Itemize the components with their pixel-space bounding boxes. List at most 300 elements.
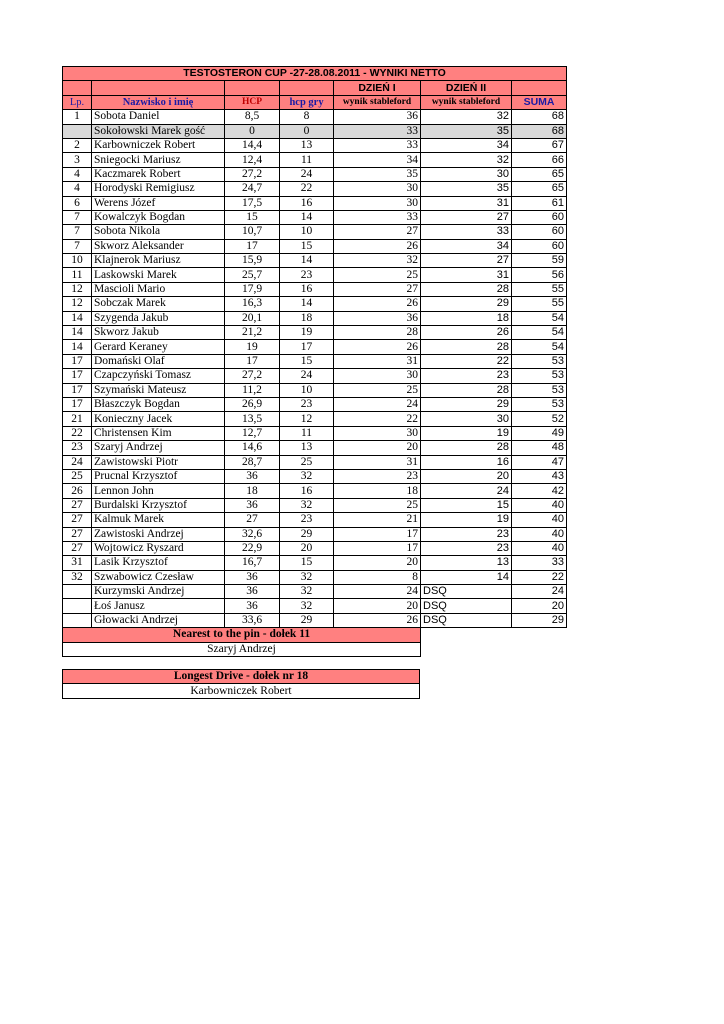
cell-hcp: 36 <box>225 585 280 599</box>
results-table <box>62 66 567 657</box>
cell-hcp: 13,5 <box>225 412 280 426</box>
table-row <box>63 397 567 411</box>
cell-hcp: 27,2 <box>225 369 280 383</box>
col-hcp-header: HCP <box>225 95 280 109</box>
cell-suma: 67 <box>512 138 567 152</box>
cell-hcp-gry: 16 <box>280 282 334 296</box>
cell-lp <box>63 585 92 599</box>
cell-suma: 54 <box>512 311 567 325</box>
cell-hcp-gry: 23 <box>280 513 334 527</box>
cell-hcp: 27,2 <box>225 167 280 181</box>
cell-hcp: 36 <box>225 599 280 613</box>
longest-drive-table <box>62 669 420 699</box>
cell-name: Sobota Nikola <box>92 225 225 239</box>
cell-day2-score: 30 <box>421 412 512 426</box>
cell-day2-score: 27 <box>421 210 512 224</box>
cell-day2-score: 28 <box>421 383 512 397</box>
cell-day1-score: 21 <box>334 513 421 527</box>
cell-name: Zawistowski Piotr <box>92 455 225 469</box>
cell-hcp: 10,7 <box>225 225 280 239</box>
cell-suma: 43 <box>512 469 567 483</box>
cell-hcp: 36 <box>225 498 280 512</box>
cell-hcp: 11,2 <box>225 383 280 397</box>
table-row <box>63 354 567 368</box>
table-row <box>63 268 567 282</box>
table-row <box>63 383 567 397</box>
cell-hcp-gry: 12 <box>280 412 334 426</box>
cell-day1-score: 17 <box>334 527 421 541</box>
cell-suma: 60 <box>512 225 567 239</box>
table-row <box>63 282 567 296</box>
cell-lp: 7 <box>63 239 92 253</box>
cell-name: Skworz Aleksander <box>92 239 225 253</box>
table-row <box>63 153 567 167</box>
cell-hcp-gry: 25 <box>280 455 334 469</box>
cell-suma: 52 <box>512 412 567 426</box>
cell-hcp-gry: 19 <box>280 326 334 340</box>
cell-hcp-gry: 32 <box>280 469 334 483</box>
nearest-pin-winner-row <box>63 642 567 656</box>
cell-lp: 7 <box>63 210 92 224</box>
table-row <box>63 441 567 455</box>
cell-name: Lennon John <box>92 484 225 498</box>
title-row <box>63 67 567 81</box>
cell-hcp-gry: 15 <box>280 239 334 253</box>
cell-suma: 42 <box>512 484 567 498</box>
cell-suma: 49 <box>512 426 567 440</box>
cell-suma: 53 <box>512 369 567 383</box>
day2-header: DZIEŃ II <box>421 81 512 95</box>
cell-day1-score: 31 <box>334 455 421 469</box>
cell-hcp-gry: 23 <box>280 268 334 282</box>
cell-name: Szymański Mateusz <box>92 383 225 397</box>
cell-lp <box>63 613 92 627</box>
cell-hcp-gry: 14 <box>280 254 334 268</box>
cell-lp: 27 <box>63 498 92 512</box>
cell-day1-score: 26 <box>334 613 421 627</box>
cell-day2-score: 34 <box>421 239 512 253</box>
cell-hcp: 0 <box>225 124 280 138</box>
cell-day2-score: DSQ <box>421 599 512 613</box>
table-row <box>63 138 567 152</box>
cell-day1-score: 24 <box>334 585 421 599</box>
cell-name: Domański Olaf <box>92 354 225 368</box>
table-row <box>63 541 567 555</box>
cell-hcp: 16,3 <box>225 297 280 311</box>
day1-header: DZIEŃ I <box>334 81 421 95</box>
cell-hcp: 22,9 <box>225 541 280 555</box>
cell-day2-score: 31 <box>421 268 512 282</box>
cell-day2-score: 27 <box>421 254 512 268</box>
cell-name: Burdalski Krzysztof <box>92 498 225 512</box>
cell-hcp-gry: 14 <box>280 297 334 311</box>
cell-day2-score: 28 <box>421 441 512 455</box>
cell-day1-score: 34 <box>334 153 421 167</box>
cell-suma: 53 <box>512 354 567 368</box>
cell-name: Kowalczyk Bogdan <box>92 210 225 224</box>
day-header-row <box>63 81 567 95</box>
cell-day1-score: 32 <box>334 254 421 268</box>
cell-name: Kaczmarek Robert <box>92 167 225 181</box>
cell-hcp: 27 <box>225 513 280 527</box>
cell-day2-score: 32 <box>421 110 512 124</box>
table-row <box>63 340 567 354</box>
col-suma-header: SUMA <box>512 95 567 109</box>
col-hcp-gry-header: hcp gry <box>280 95 334 109</box>
cell-day1-score: 18 <box>334 484 421 498</box>
cell-lp: 27 <box>63 541 92 555</box>
cell-lp: 4 <box>63 182 92 196</box>
cell-day1-score: 33 <box>334 210 421 224</box>
longest-drive-label: Longest Drive - dołek nr 18 <box>63 670 420 684</box>
col-stableford2-header: wynik stableford <box>421 95 512 109</box>
cell-suma: 55 <box>512 282 567 296</box>
cell-hcp-gry: 13 <box>280 441 334 455</box>
cell-lp <box>63 124 92 138</box>
cell-hcp: 24,7 <box>225 182 280 196</box>
table-row <box>63 556 567 570</box>
table-row <box>63 412 567 426</box>
cell-lp: 17 <box>63 369 92 383</box>
cell-hcp: 26,9 <box>225 397 280 411</box>
cell-suma: 33 <box>512 556 567 570</box>
cell-day1-score: 25 <box>334 383 421 397</box>
col-lp-header: Lp. <box>63 95 92 109</box>
cell-name: Wojtowicz Ryszard <box>92 541 225 555</box>
cell-suma: 40 <box>512 498 567 512</box>
cell-day2-score: 13 <box>421 556 512 570</box>
cell-hcp-gry: 29 <box>280 613 334 627</box>
cell-hcp-gry: 32 <box>280 498 334 512</box>
cell-hcp: 16,7 <box>225 556 280 570</box>
cell-day1-score: 20 <box>334 599 421 613</box>
cell-hcp-gry: 16 <box>280 196 334 210</box>
cell-name: Mascioli Mario <box>92 282 225 296</box>
cell-lp: 27 <box>63 513 92 527</box>
cell-suma: 53 <box>512 383 567 397</box>
cell-hcp: 36 <box>225 570 280 584</box>
cell-hcp: 12,7 <box>225 426 280 440</box>
cell-lp: 14 <box>63 311 92 325</box>
table-row <box>63 110 567 124</box>
cell-suma: 47 <box>512 455 567 469</box>
cell-day1-score: 26 <box>334 297 421 311</box>
cell-hcp-gry: 15 <box>280 354 334 368</box>
cell-suma: 40 <box>512 513 567 527</box>
cell-suma: 40 <box>512 527 567 541</box>
cell-name: Szaryj Andrzej <box>92 441 225 455</box>
cell-hcp: 17,9 <box>225 282 280 296</box>
cell-lp: 3 <box>63 153 92 167</box>
nearest-pin-label-row <box>63 628 567 642</box>
cell-lp: 17 <box>63 354 92 368</box>
cell-hcp-gry: 22 <box>280 182 334 196</box>
cell-day2-score: 14 <box>421 570 512 584</box>
cell-name: Sokołowski Marek gość <box>92 124 225 138</box>
table-row <box>63 225 567 239</box>
cell-lp: 22 <box>63 426 92 440</box>
cell-lp: 12 <box>63 282 92 296</box>
table-row <box>63 527 567 541</box>
cell-suma: 59 <box>512 254 567 268</box>
table-row <box>63 124 567 138</box>
cell-day1-score: 31 <box>334 354 421 368</box>
cell-day1-score: 26 <box>334 239 421 253</box>
cell-day2-score: 23 <box>421 527 512 541</box>
cell-hcp: 17 <box>225 239 280 253</box>
table-row <box>63 239 567 253</box>
cell-hcp: 15,9 <box>225 254 280 268</box>
cell-name: Klajnerok Mariusz <box>92 254 225 268</box>
cell-day1-score: 35 <box>334 167 421 181</box>
cell-suma: 54 <box>512 326 567 340</box>
cell-day1-score: 33 <box>334 138 421 152</box>
cell-name: Karbowniczek Robert <box>92 138 225 152</box>
cell-day2-score: 18 <box>421 311 512 325</box>
cell-name: Sobczak Marek <box>92 297 225 311</box>
cell-day1-score: 30 <box>334 196 421 210</box>
cell-day2-score: 23 <box>421 369 512 383</box>
cell-suma: 55 <box>512 297 567 311</box>
cell-hcp-gry: 20 <box>280 541 334 555</box>
cell-name: Łoś Janusz <box>92 599 225 613</box>
table-row <box>63 585 567 599</box>
cell-day1-score: 30 <box>334 369 421 383</box>
cell-day2-score: 35 <box>421 182 512 196</box>
cell-lp: 12 <box>63 297 92 311</box>
cell-day2-score: 19 <box>421 426 512 440</box>
cell-hcp: 33,6 <box>225 613 280 627</box>
cell-day2-score: 29 <box>421 297 512 311</box>
cell-day1-score: 36 <box>334 311 421 325</box>
cell-lp: 17 <box>63 383 92 397</box>
cell-day1-score: 26 <box>334 340 421 354</box>
cell-lp: 10 <box>63 254 92 268</box>
cell-name: Horodyski Remigiusz <box>92 182 225 196</box>
cell-lp: 26 <box>63 484 92 498</box>
cell-day2-score: 29 <box>421 397 512 411</box>
cell-name: Christensen Kim <box>92 426 225 440</box>
cell-name: Konieczny Jacek <box>92 412 225 426</box>
cell-day1-score: 36 <box>334 110 421 124</box>
cell-suma: 60 <box>512 239 567 253</box>
cell-lp: 23 <box>63 441 92 455</box>
cell-hcp: 14,6 <box>225 441 280 455</box>
cell-day2-score: 23 <box>421 541 512 555</box>
cell-hcp: 25,7 <box>225 268 280 282</box>
cell-day2-score: 24 <box>421 484 512 498</box>
cell-day2-score: DSQ <box>421 585 512 599</box>
table-row <box>63 426 567 440</box>
cell-hcp: 36 <box>225 469 280 483</box>
cell-hcp-gry: 24 <box>280 167 334 181</box>
cell-day2-score: 28 <box>421 340 512 354</box>
cell-lp: 27 <box>63 527 92 541</box>
cell-hcp-gry: 24 <box>280 369 334 383</box>
cell-hcp-gry: 10 <box>280 383 334 397</box>
cell-day1-score: 33 <box>334 124 421 138</box>
cell-hcp: 18 <box>225 484 280 498</box>
cell-hcp: 32,6 <box>225 527 280 541</box>
cell-day2-score: 28 <box>421 282 512 296</box>
cell-day2-score: DSQ <box>421 613 512 627</box>
cell-name: Sobota Daniel <box>92 110 225 124</box>
cell-suma: 68 <box>512 110 567 124</box>
cell-lp: 4 <box>63 167 92 181</box>
cell-hcp-gry: 23 <box>280 397 334 411</box>
cell-name: Kurzymski Andrzej <box>92 585 225 599</box>
cell-suma: 56 <box>512 268 567 282</box>
cell-hcp-gry: 13 <box>280 138 334 152</box>
cell-suma: 68 <box>512 124 567 138</box>
cell-name: Prucnal Krzysztof <box>92 469 225 483</box>
cell-day2-score: 15 <box>421 498 512 512</box>
table-row <box>63 167 567 181</box>
cell-name: Błaszczyk Bogdan <box>92 397 225 411</box>
cell-name: Czapczyński Tomasz <box>92 369 225 383</box>
cell-hcp-gry: 32 <box>280 570 334 584</box>
cell-hcp-gry: 17 <box>280 340 334 354</box>
cell-lp <box>63 599 92 613</box>
cell-suma: 22 <box>512 570 567 584</box>
table-row <box>63 210 567 224</box>
cell-name: Laskowski Marek <box>92 268 225 282</box>
cell-day1-score: 30 <box>334 182 421 196</box>
cell-suma: 20 <box>512 599 567 613</box>
cell-hcp-gry: 0 <box>280 124 334 138</box>
table-row <box>63 369 567 383</box>
col-name-header: Nazwisko i imię <box>92 95 225 109</box>
cell-hcp-gry: 8 <box>280 110 334 124</box>
cell-lp: 6 <box>63 196 92 210</box>
cell-day1-score: 24 <box>334 397 421 411</box>
col-stableford1-header: wynik stableford <box>334 95 421 109</box>
cell-hcp-gry: 32 <box>280 585 334 599</box>
cell-hcp-gry: 14 <box>280 210 334 224</box>
cell-day2-score: 20 <box>421 469 512 483</box>
cell-hcp: 12,4 <box>225 153 280 167</box>
cell-lp: 1 <box>63 110 92 124</box>
cell-name: Zawistoski Andrzej <box>92 527 225 541</box>
cell-name: Szygenda Jakub <box>92 311 225 325</box>
cell-lp: 17 <box>63 397 92 411</box>
cell-day1-score: 27 <box>334 282 421 296</box>
cell-hcp: 20,1 <box>225 311 280 325</box>
cell-hcp: 17 <box>225 354 280 368</box>
cell-day1-score: 8 <box>334 570 421 584</box>
cell-day1-score: 27 <box>334 225 421 239</box>
cell-hcp-gry: 29 <box>280 527 334 541</box>
column-header-row <box>63 95 567 109</box>
cell-lp: 21 <box>63 412 92 426</box>
table-row <box>63 570 567 584</box>
cell-day2-score: 35 <box>421 124 512 138</box>
table-row <box>63 182 567 196</box>
cell-name: Gerard Keraney <box>92 340 225 354</box>
cell-suma: 53 <box>512 397 567 411</box>
table-row <box>63 469 567 483</box>
cell-suma: 29 <box>512 613 567 627</box>
cell-lp: 25 <box>63 469 92 483</box>
cell-hcp-gry: 32 <box>280 599 334 613</box>
cell-lp: 14 <box>63 326 92 340</box>
table-row <box>63 513 567 527</box>
cell-name: Skworz Jakub <box>92 326 225 340</box>
cell-hcp: 28,7 <box>225 455 280 469</box>
cell-hcp-gry: 10 <box>280 225 334 239</box>
cell-day1-score: 20 <box>334 441 421 455</box>
cell-lp: 24 <box>63 455 92 469</box>
cell-day2-score: 31 <box>421 196 512 210</box>
cell-day2-score: 33 <box>421 225 512 239</box>
cell-lp: 2 <box>63 138 92 152</box>
table-row <box>63 196 567 210</box>
table-row <box>63 613 567 627</box>
cell-hcp-gry: 11 <box>280 153 334 167</box>
cell-day1-score: 17 <box>334 541 421 555</box>
cell-day2-score: 16 <box>421 455 512 469</box>
cell-suma: 40 <box>512 541 567 555</box>
cell-suma: 66 <box>512 153 567 167</box>
cell-suma: 65 <box>512 182 567 196</box>
cell-day1-score: 30 <box>334 426 421 440</box>
cell-day1-score: 20 <box>334 556 421 570</box>
cell-hcp: 15 <box>225 210 280 224</box>
longest-drive-winner: Karbowniczek Robert <box>63 684 420 698</box>
cell-suma: 24 <box>512 585 567 599</box>
cell-name: Głowacki Andrzej <box>92 613 225 627</box>
table-title: TESTOSTERON CUP -27-28.08.2011 - WYNIKI NETTO <box>63 67 567 81</box>
cell-day2-score: 26 <box>421 326 512 340</box>
cell-suma: 48 <box>512 441 567 455</box>
cell-name: Lasik Krzysztof <box>92 556 225 570</box>
table-row <box>63 455 567 469</box>
cell-day1-score: 28 <box>334 326 421 340</box>
cell-hcp-gry: 11 <box>280 426 334 440</box>
cell-day2-score: 19 <box>421 513 512 527</box>
cell-suma: 61 <box>512 196 567 210</box>
table-row <box>63 297 567 311</box>
cell-suma: 60 <box>512 210 567 224</box>
cell-day2-score: 22 <box>421 354 512 368</box>
table-row <box>63 599 567 613</box>
nearest-pin-winner: Szaryj Andrzej <box>63 642 421 656</box>
table-row <box>63 311 567 325</box>
cell-day1-score: 22 <box>334 412 421 426</box>
cell-lp: 31 <box>63 556 92 570</box>
cell-day2-score: 34 <box>421 138 512 152</box>
cell-lp: 32 <box>63 570 92 584</box>
cell-name: Kalmuk Marek <box>92 513 225 527</box>
cell-day1-score: 25 <box>334 268 421 282</box>
cell-day1-score: 25 <box>334 498 421 512</box>
cell-day2-score: 30 <box>421 167 512 181</box>
table-row <box>63 484 567 498</box>
cell-suma: 65 <box>512 167 567 181</box>
table-row <box>63 498 567 512</box>
cell-hcp-gry: 15 <box>280 556 334 570</box>
cell-lp: 7 <box>63 225 92 239</box>
cell-hcp-gry: 18 <box>280 311 334 325</box>
cell-hcp-gry: 16 <box>280 484 334 498</box>
nearest-pin-label: Nearest to the pin - dołek 11 <box>63 628 421 642</box>
table-row <box>63 254 567 268</box>
cell-hcp: 8,5 <box>225 110 280 124</box>
cell-lp: 14 <box>63 340 92 354</box>
cell-name: Szwabowicz Czesław <box>92 570 225 584</box>
cell-hcp: 19 <box>225 340 280 354</box>
table-row <box>63 326 567 340</box>
